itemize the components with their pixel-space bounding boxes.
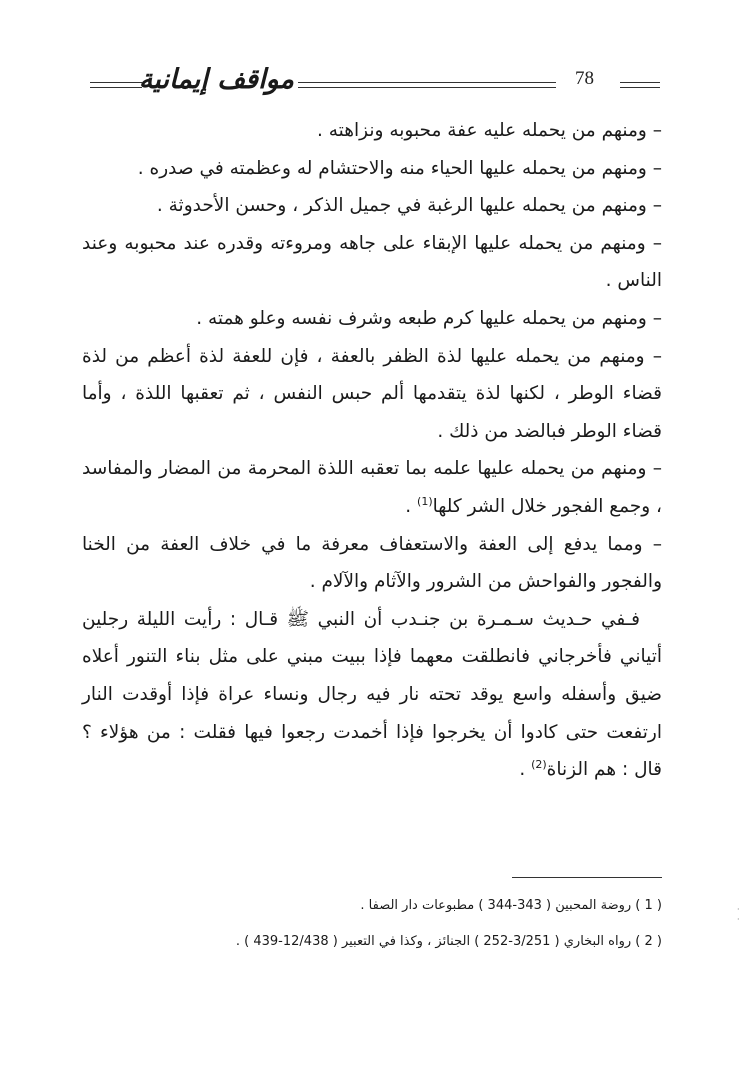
paragraph	[82, 601, 662, 789]
margin-specks: · ·	[737, 905, 740, 924]
paragraph: – ومنهم من يحمله عليها الحياء منه والاحتشام له وعظمته في صدره .	[137, 157, 662, 179]
header-rule-left	[90, 82, 142, 89]
paragraph: – ومنهم من يحمله عليها كرم طبعه وشرف نفسه وعلو همته .	[196, 307, 662, 329]
page-header	[90, 64, 660, 108]
footnote-ref-1[interactable]: (1)	[417, 494, 433, 508]
paragraph: – ومنهم من يحمله عليها لذة الظفر بالعفة ، فإن للعفة لذة أعظم من لذة قضاء الوطر ، لكنها لذة يتقدمها ألم حبس النفس ، ثم تعقبها اللذة ، وأما قضاء الوطر فبالضد من ذلك .	[82, 345, 662, 442]
paragraph-end: .	[405, 495, 418, 517]
footnote: ( 2 ) رواه البخاري ( 3/251-252 ) الجنائز ، وكذا في التعبير ( 12/438-439 ) .	[235, 934, 662, 949]
footnote-ref-2[interactable]: (2)	[531, 757, 547, 771]
book-title: مواقف إيمانية	[138, 64, 294, 95]
footnote: ( 1 ) روضة المحبين ( 343-344 ) مطبوعات دار الصفا .	[360, 898, 662, 913]
body-text	[82, 112, 662, 789]
paragraph: – ومنهم من يحمله عليها الرغبة في جميل الذكر ، وحسن الأحدوثة .	[156, 195, 662, 217]
paragraph: – ومما يدفع إلى العفة والاستعفاف معرفة ما في خلاف العفة من الخنا والفجور والفواحش من الشرور والآثام والآلام .	[82, 533, 662, 593]
footnotes	[82, 888, 662, 960]
paragraph-text: فـفي حـديث سـمـرة بن جنـدب أن النبي ﷺ قـال : رأيت الليلة رجلين أتياني فأخرجاني فانطلقت معهما فإذا ببيت مبني على مثل بناء التنور أعلاه ضيق وأسفله واسع يوقد تحته نار فيه رجال ونساء عراة فإذا أوقدت النار ارتفعت حتى كادوا أن يخرجوا فإذا أخمدت رجعوا فيها فقلت : من هؤلاء ؟ قال : هم الزناة	[82, 608, 662, 781]
footnote-separator	[512, 877, 662, 878]
paragraph: – ومنهم من يحمله عليه عفة محبوبه ونزاهته .	[317, 120, 662, 141]
header-rule-middle	[298, 82, 556, 89]
header-rule-right	[620, 82, 660, 89]
paragraph-text: – ومنهم من يحمله عليها علمه بما تعقبه اللذة المحرمة من المضار والمفاسد ، وجمع الفجور خلال الشر كلها	[82, 458, 662, 517]
paragraph: – ومنهم من يحمله عليها الإبقاء على جاهه ومروءته وقدره عند محبوبه وعند الناس .	[82, 232, 662, 292]
paragraph	[82, 450, 662, 525]
page-number: 78	[575, 68, 594, 89]
paragraph-end: .	[519, 759, 532, 781]
